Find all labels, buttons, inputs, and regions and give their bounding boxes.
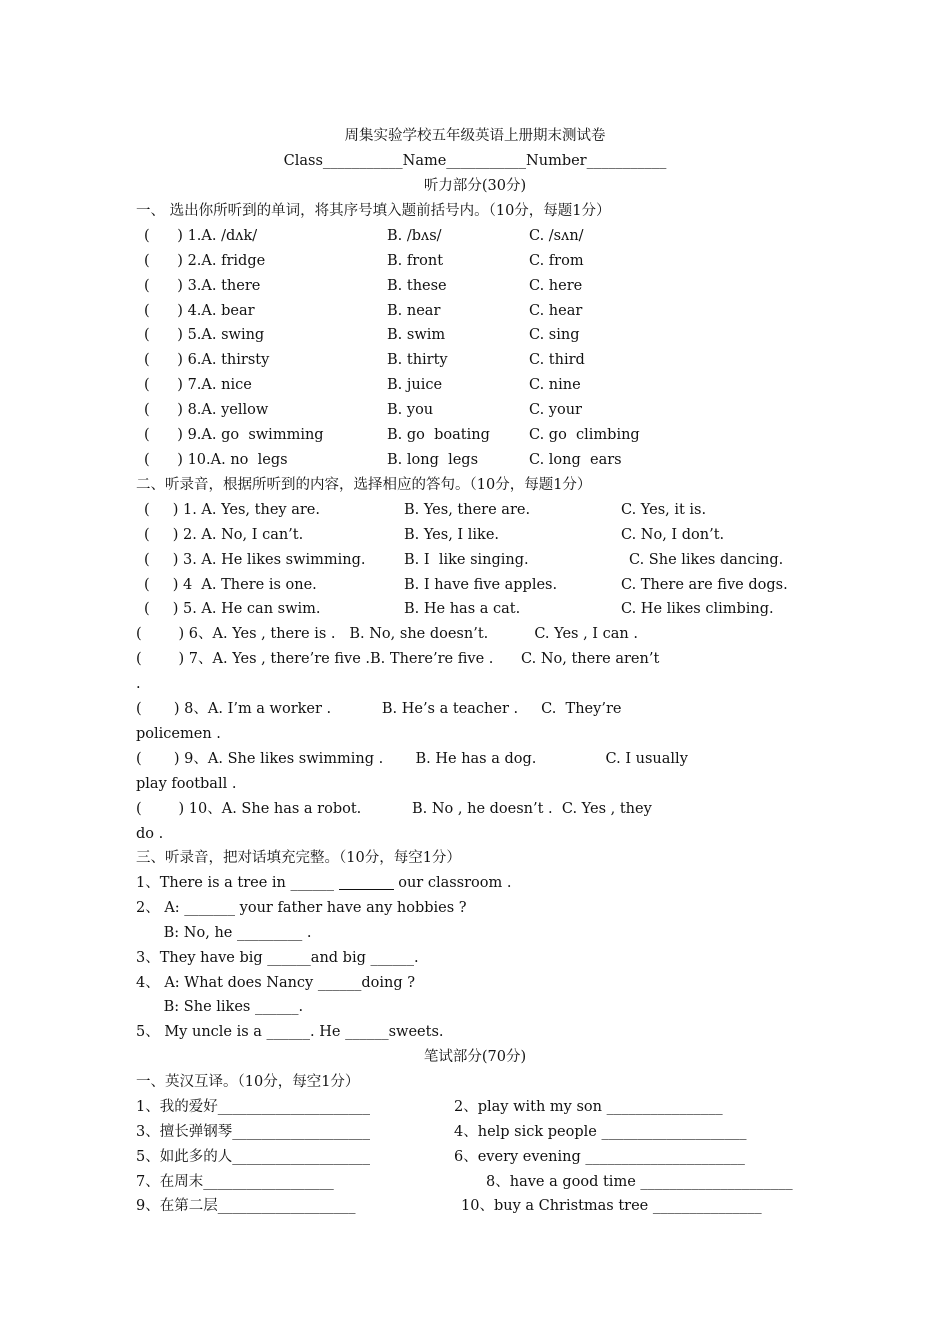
question-row <box>136 573 836 598</box>
chinese-phrase: 3、擅长弹钢琴___________________ <box>136 1123 370 1140</box>
question-line: play football . <box>136 775 237 792</box>
section-3-heading: 三、听录音，把对话填充完整。（10分，每空1分） <box>136 850 461 866</box>
question-row <box>136 373 836 398</box>
option-c: C. /sʌn/ <box>529 227 584 244</box>
translation-row <box>136 1194 836 1219</box>
option-b: B. Yes, there are. <box>404 501 531 518</box>
writing-section-1-heading: 一、英汉互译。（10分，每空1分） <box>136 1074 360 1090</box>
section-2-items <box>136 498 836 622</box>
section-1-items <box>136 224 836 473</box>
question-line: ( ) 8、A. I’m a worker . B. He’s a teacher . C. They’re <box>136 701 622 718</box>
chinese-phrase: 5、如此多的人___________________ <box>136 1148 370 1165</box>
chinese-phrase: 1、我的爱好_____________________ <box>136 1098 370 1115</box>
section-2 <box>136 473 836 847</box>
option-a: ( ) 2. A. No, I can’t. <box>144 526 304 543</box>
option-c: C. hear <box>529 302 583 319</box>
option-c: C. No, I don’t. <box>621 526 725 543</box>
section-3 <box>136 846 836 1045</box>
option-c: C. long ears <box>529 451 622 468</box>
option-a: ( ) 7.A. nice <box>144 377 252 394</box>
option-a: ( ) 3.A. there <box>144 277 261 294</box>
writing-section-1 <box>136 1070 836 1219</box>
option-c: C. Yes, it is. <box>621 501 707 518</box>
option-c: C. from <box>529 252 584 269</box>
section-3-line-6: B: She likes ______. <box>136 999 304 1016</box>
option-a: ( ) 3. A. He likes swimming. <box>144 551 366 568</box>
option-c: C. third <box>529 352 585 369</box>
english-phrase: 10、buy a Christmas tree _______________ <box>461 1198 762 1215</box>
blank-line <box>339 873 394 890</box>
translation-row <box>136 1120 836 1145</box>
option-a: ( ) 10.A. no legs <box>144 451 288 468</box>
option-b: B. you <box>387 402 434 419</box>
section-3-line-7: 5、 My uncle is a ______. He ______sweets. <box>136 1024 444 1041</box>
section-3-line-5: 4、 A: What does Nancy ______doing ? <box>136 974 416 991</box>
translation-row <box>136 1170 836 1195</box>
question-row <box>136 348 836 373</box>
question-line: ( ) 7、A. Yes , there’re five .B. There’re five . C. No, there aren’t <box>136 651 660 668</box>
question-row <box>136 224 836 249</box>
option-b: B. swim <box>387 327 446 344</box>
question-row <box>136 448 836 473</box>
chinese-phrase: 7、在周末__________________ <box>136 1173 334 1190</box>
section-3-line-4: 3、They have big ______and big ______. <box>136 949 419 966</box>
question-row <box>136 423 836 448</box>
section-3-line-1 <box>136 871 836 896</box>
option-b: B. these <box>387 277 447 294</box>
section-2-heading: 二、听录音，根据所听到的内容，选择相应的答句。（10分，每题1分） <box>136 477 592 493</box>
option-a: ( ) 8.A. yellow <box>144 402 269 419</box>
question-row <box>136 274 836 299</box>
option-c: C. here <box>529 277 583 294</box>
english-phrase: 6、every evening ______________________ <box>454 1148 745 1165</box>
question-row <box>136 498 836 523</box>
option-b: B. He has a cat. <box>404 601 521 618</box>
section-3-line-3: B: No, he _________ . <box>136 924 312 941</box>
question-row <box>136 548 836 573</box>
question-line: ( ) 6、A. Yes , there is . B. No, she doesn’t. C. Yes , I can . <box>136 626 638 643</box>
option-a: ( ) 9.A. go swimming <box>144 427 324 444</box>
translation-row <box>136 1145 836 1170</box>
option-a: ( ) 6.A. thirsty <box>144 352 270 369</box>
option-b: B. I have five apples. <box>404 576 558 593</box>
option-b: B. I like singing. <box>404 551 529 568</box>
translation-row <box>136 1095 836 1120</box>
question-row <box>136 323 836 348</box>
option-a: ( ) 5.A. swing <box>144 327 265 344</box>
question-row <box>136 249 836 274</box>
section-1-heading: 一、 选出你所听到的单词，将其序号填入题前括号内。（10分，每题1分） <box>136 203 611 219</box>
question-line: ( ) 10、A. She has a robot. B. No , he doesn’t . C. Yes , they <box>136 800 652 817</box>
option-a: ( ) 2.A. fridge <box>144 252 266 269</box>
option-c: C. He likes climbing. <box>621 601 774 618</box>
question-row <box>136 597 836 622</box>
section-2-wrapped-items <box>136 622 836 846</box>
option-b: B. long legs <box>387 451 479 468</box>
writing-part-title: 笔试部分(70分) <box>423 1049 527 1065</box>
option-c: C. nine <box>529 377 581 394</box>
option-c: C. She likes dancing. <box>629 551 784 568</box>
option-a: ( ) 5. A. He can swim. <box>144 601 321 618</box>
option-b: B. thirty <box>387 352 448 369</box>
option-c: C. There are five dogs. <box>621 576 788 593</box>
option-c: C. your <box>529 402 582 419</box>
option-b: B. Yes, I like. <box>404 526 500 543</box>
option-c: C. sing <box>529 327 580 344</box>
section-3-line-1-text: 1、There is a tree in ______ <box>136 874 339 891</box>
option-a: ( ) 1.A. /dʌk/ <box>144 227 258 244</box>
class-name-number-line: Class___________Name___________Number___________ <box>283 153 667 169</box>
listening-part-title: 听力部分(30分) <box>423 178 527 194</box>
question-row <box>136 523 836 548</box>
option-b: B. go boating <box>387 427 490 444</box>
question-line: policemen . <box>136 725 221 742</box>
english-phrase: 2、play with my son ________________ <box>454 1098 723 1115</box>
option-b: B. front <box>387 252 444 269</box>
option-c: C. go climbing <box>529 427 640 444</box>
translation-items <box>136 1095 836 1219</box>
section-1 <box>136 199 836 473</box>
question-row <box>136 299 836 324</box>
option-b: B. /bʌs/ <box>387 227 442 244</box>
question-line: . <box>136 676 141 693</box>
question-line: ( ) 9、A. She likes swimming . B. He has a dog. C. I usually <box>136 750 688 767</box>
english-phrase: 4、help sick people ____________________ <box>454 1123 747 1140</box>
chinese-phrase: 9、在第二层___________________ <box>136 1198 356 1215</box>
option-a: ( ) 4 A. There is one. <box>144 576 317 593</box>
option-a: ( ) 4.A. bear <box>144 302 255 319</box>
option-b: B. juice <box>387 377 443 394</box>
english-phrase: 8、have a good time _____________________ <box>486 1173 793 1190</box>
option-b: B. near <box>387 302 441 319</box>
section-3-line-1-tail: our classroom . <box>393 874 512 891</box>
exam-title: 周集实验学校五年级英语上册期末测试卷 <box>344 128 606 144</box>
question-line: do . <box>136 825 164 842</box>
question-row <box>136 398 836 423</box>
section-3-line-2: 2、 A: _______ your father have any hobbies ? <box>136 899 467 916</box>
option-a: ( ) 1. A. Yes, they are. <box>144 501 320 518</box>
